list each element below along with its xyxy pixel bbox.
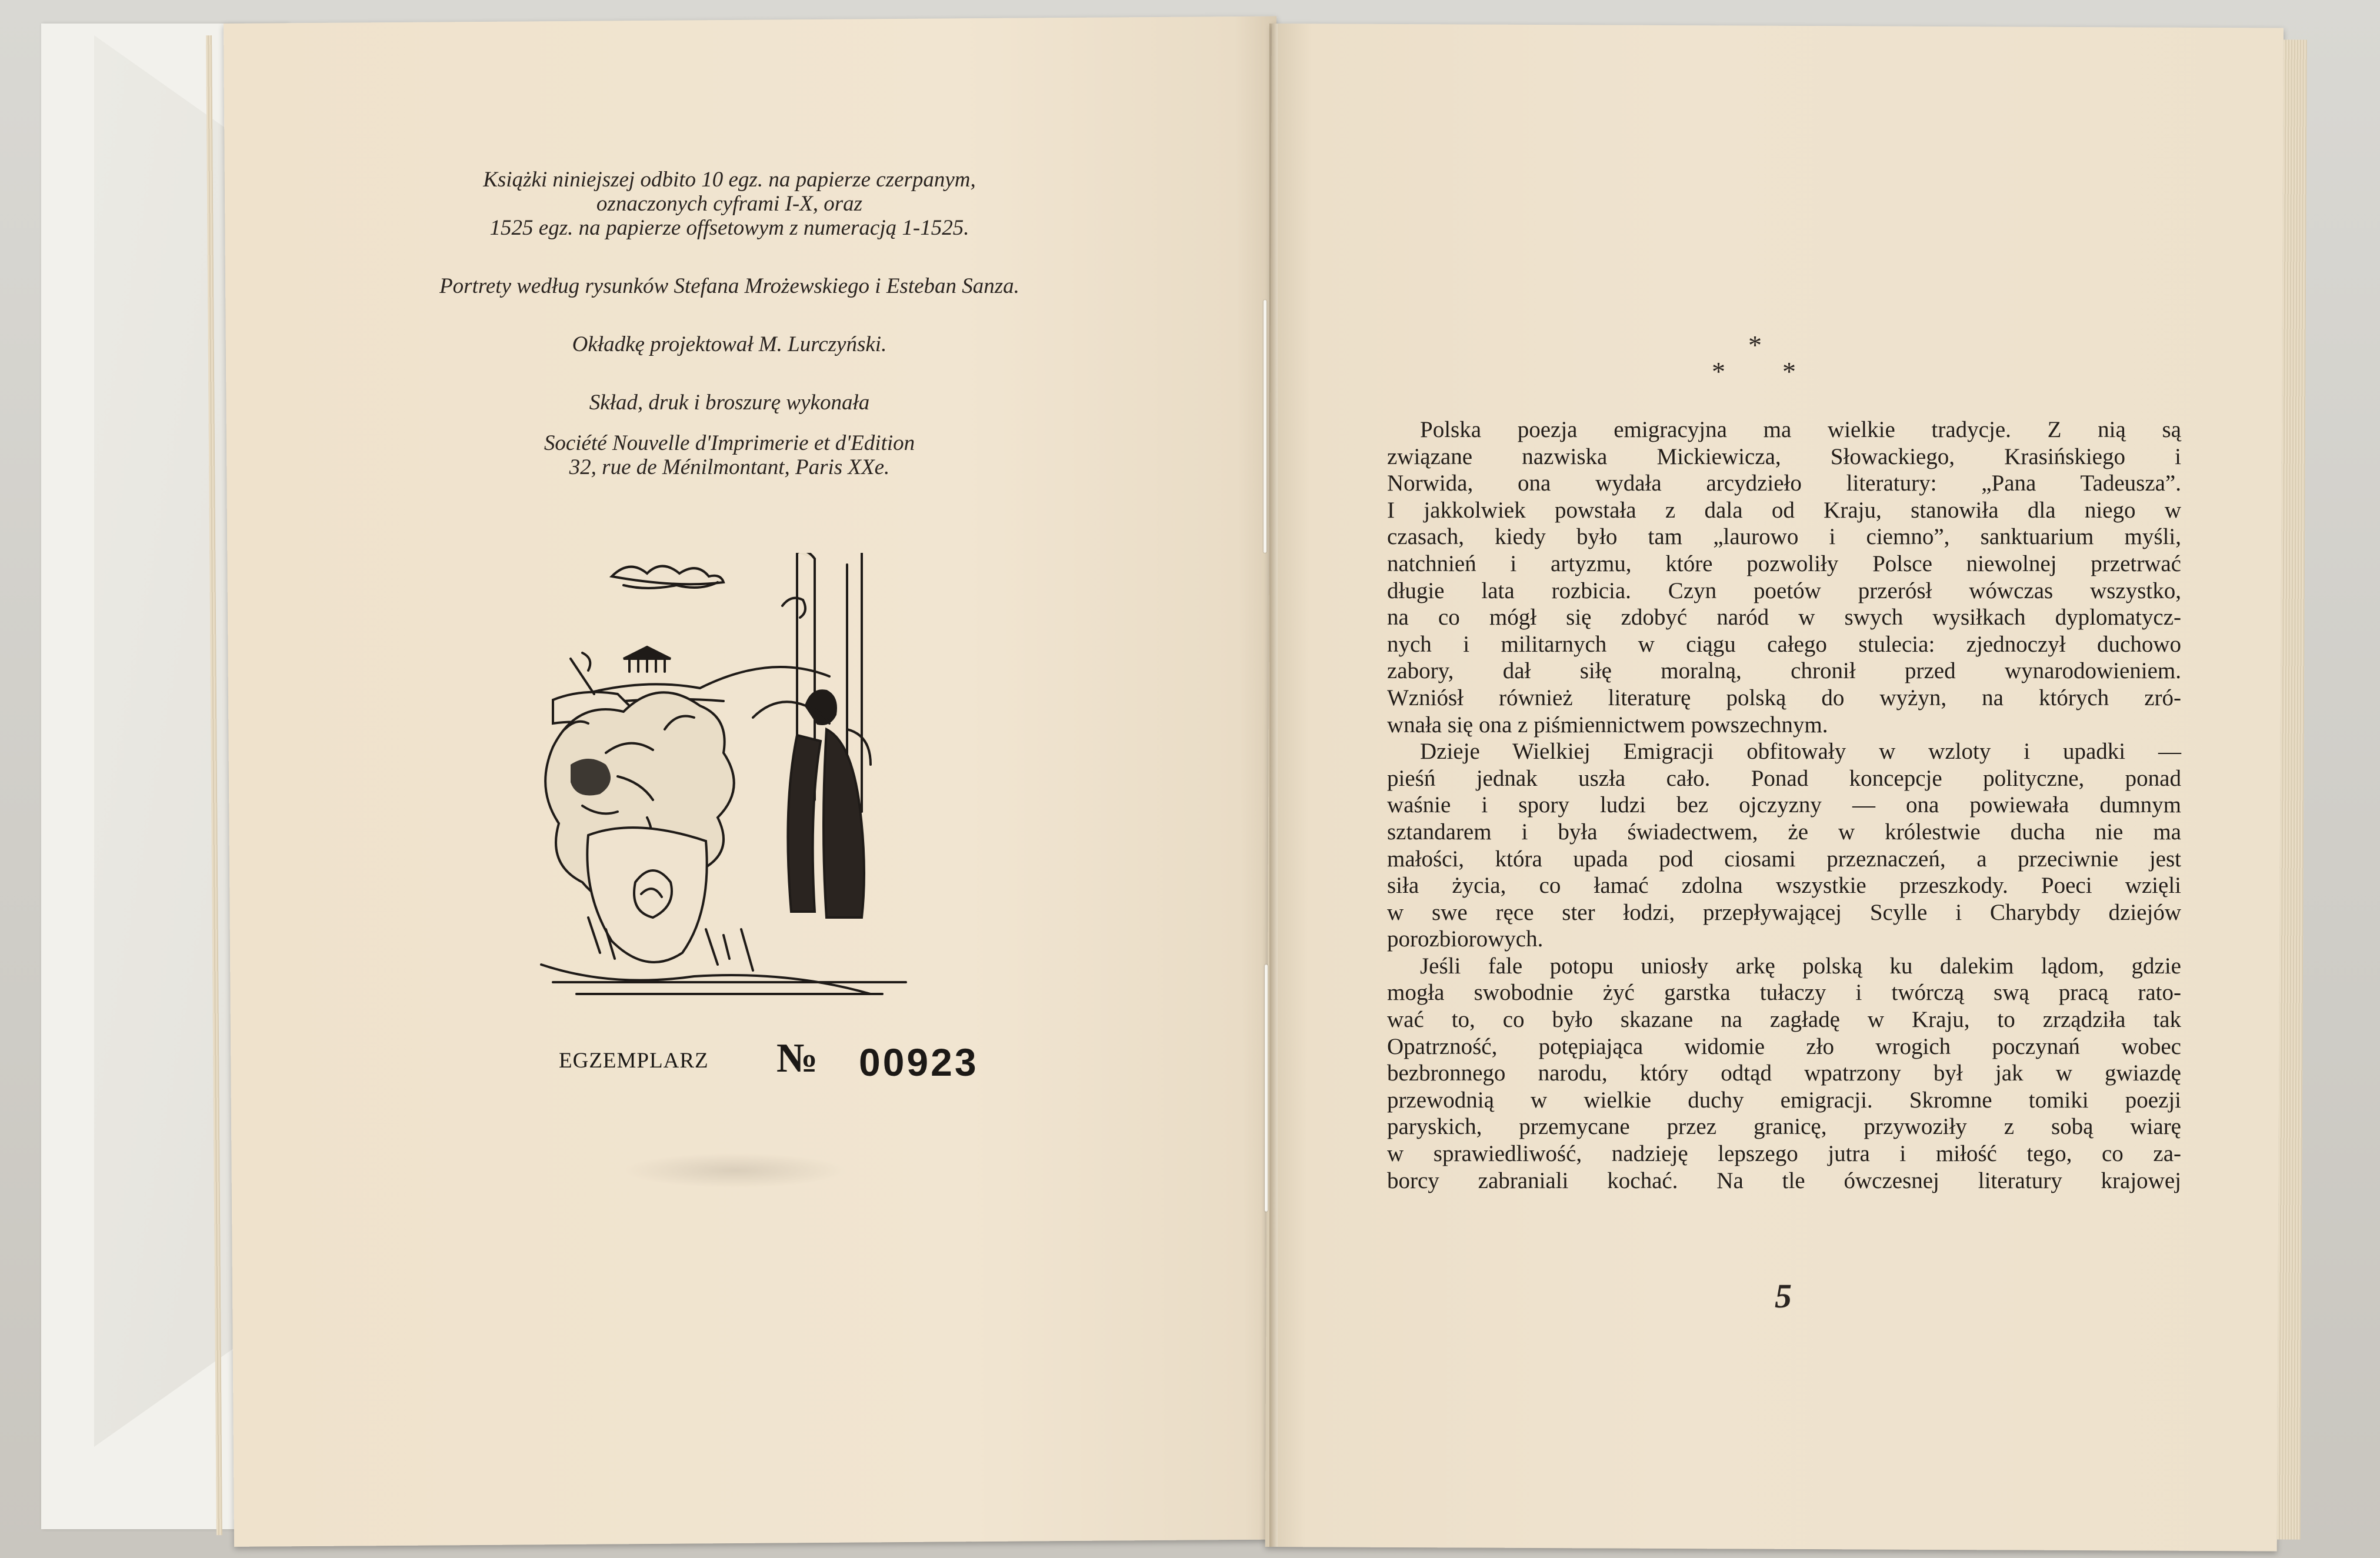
colophon-paragraph-cover bbox=[341, 332, 1118, 356]
colophon-paragraph-printer bbox=[341, 431, 1118, 479]
copy-number-value: 00923 bbox=[859, 1040, 979, 1084]
numero-sign: № bbox=[776, 1036, 818, 1081]
stamp-smudge bbox=[624, 1153, 847, 1188]
text-line: na co mógł się zdobyć naród w swych wysiłkach dyplomatycz- bbox=[1387, 605, 2181, 630]
text-line: długie lata rozbicia. Czyn poetów przerósł wówczas wszystko, bbox=[1387, 578, 2181, 603]
text-line: Jeśli fale potopu uniosły arkę polską ku dalekim lądom, gdzie bbox=[1420, 953, 2181, 979]
copy-number bbox=[559, 1035, 1029, 1082]
text-line: pieśń jednak uszła cało. Ponad koncepcje polityczne, ponad bbox=[1387, 765, 2181, 791]
text-line: porozbiorowych. bbox=[1387, 926, 1544, 952]
body-text bbox=[1387, 416, 2181, 1194]
text-line: sztandarem i była świadectwem, że w królestwie ducha nie ma bbox=[1387, 819, 2181, 845]
text-line: borcy zabraniali kochać. Na tle ówczesnej literatury krajowej bbox=[1387, 1167, 2181, 1193]
page-number: 5 bbox=[1775, 1277, 1792, 1315]
text-line: czasach, kiedy było tam „laurowo i ciemno”, sanktuarium myśli, bbox=[1387, 524, 2181, 550]
text-line: I jakkolwiek powstała z dala od Kraju, stanowiła dla niego w bbox=[1387, 497, 2181, 523]
text-line: wać to, co było skazane na zagładę w Kraju, to zrządziła tak bbox=[1387, 1007, 2181, 1033]
text-line: siła życia, co łamać zdolna wszystkie przeszkody. Poeci wzięli bbox=[1387, 873, 2181, 899]
text-line: nych i militarnych w ciągu całego stulecia: zjednoczył duchowo bbox=[1387, 631, 2181, 657]
text-line: Dzieje Wielkiej Emigracji obfitowały w wzloty i upadki — bbox=[1420, 739, 2181, 765]
text-line: mogła swobodnie żyć garstka tułaczy i twórczą swą pracą rato- bbox=[1387, 980, 2181, 1006]
text-line: natchnień i artyzmu, które pozwoliły Polsce niewolnej przetrwać bbox=[1387, 551, 2181, 576]
asterism-star: * bbox=[1748, 330, 1762, 360]
colophon-paragraph-edition bbox=[341, 168, 1118, 240]
colophon-line: Okładkę projektował M. Lurczyński. bbox=[572, 332, 887, 356]
copy-number-label: EGZEMPLARZ bbox=[559, 1049, 709, 1073]
text-line: Norwida, ona wydała arcydzieło literatury: „Pana Tadeusza”. bbox=[1387, 471, 2181, 496]
right-page-edge bbox=[2277, 40, 2307, 1540]
text-line: paryskich, przemycane przez granicę, przywoziły z sobą wiarę bbox=[1387, 1114, 2181, 1140]
colophon-paragraph-portraits bbox=[341, 274, 1118, 298]
asterism-star: * bbox=[1712, 356, 1725, 386]
colophon-line: 32, rue de Ménilmontant, Paris XXe. bbox=[569, 455, 890, 479]
colophon-paragraph-printing bbox=[341, 391, 1118, 415]
text-line: zabory, dał siłę moralną, chronił przed wynarodowieniem. bbox=[1387, 658, 2181, 684]
text-line: związane nazwiska Mickiewicza, Słowackiego, Krasińskiego i bbox=[1387, 443, 2181, 469]
text-line: małości, która upada pod ciosami przeznaczeń, a przeciwnie jest bbox=[1387, 846, 2181, 872]
asterism bbox=[1694, 329, 1824, 400]
text-line: wnała się ona z piśmiennictwem powszechnym. bbox=[1387, 712, 1828, 738]
colophon-line: Skład, druk i broszurę wykonała bbox=[589, 391, 870, 415]
asterism-star: * bbox=[1782, 356, 1796, 386]
text-line: Opatrzność, potępiająca widomie zło wrogich poczynań wobec bbox=[1387, 1033, 2181, 1059]
text-line: waśnie i spory ludzi bez ojczyzny — ona powiewała dumnym bbox=[1387, 792, 2181, 818]
colophon bbox=[341, 168, 1118, 513]
text-line: przewodnią w wielkie duchy emigracji. Skromne tomiki poezji bbox=[1387, 1087, 2181, 1113]
colophon-line: Książki niniejszej odbito 10 egz. na papierze czerpanym, bbox=[483, 168, 976, 192]
colophon-line: 1525 egz. na papierze offsetowym z numeracją 1-1525. bbox=[489, 216, 969, 240]
text-line: Wzniósł również literaturę polską do wyżyn, na których zró- bbox=[1387, 685, 2181, 710]
text-line: w swe ręce ster łodzi, przepływającej Scylle i Charybdy dziejów bbox=[1387, 899, 2181, 925]
binding-stitch-top bbox=[1264, 300, 1266, 553]
binding-stitch-bottom bbox=[1265, 965, 1268, 1212]
colophon-line: oznaczonych cyframi I-X, oraz bbox=[596, 192, 863, 216]
colophon-line: Société Nouvelle d'Imprimerie et d'Edition bbox=[544, 431, 915, 455]
text-line: w sprawiedliwość, nadzieję lepszego jutra i miłość tego, co za- bbox=[1387, 1141, 2181, 1167]
vignette-illustration bbox=[529, 553, 941, 1012]
colophon-line: Portrety według rysunków Stefana Mrożewskiego i Esteban Sanza. bbox=[439, 274, 1019, 298]
text-line: Polska poezja emigracyjna ma wielkie tradycje. Z nią są bbox=[1420, 417, 2181, 442]
gutter bbox=[1269, 24, 1278, 1547]
text-line: bezbronnego narodu, który odtąd wpatrzony był jak w gwiazdę bbox=[1387, 1060, 2181, 1086]
